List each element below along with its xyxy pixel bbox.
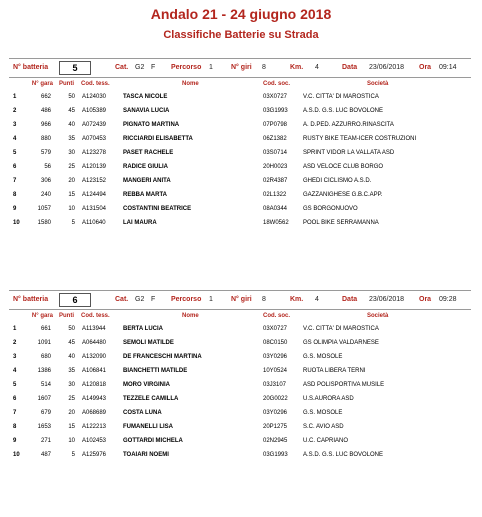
societa-cell: U.S.AURORA ASD <box>303 396 354 402</box>
col-punti: Punti <box>59 81 74 87</box>
position-cell: 2 <box>13 340 17 346</box>
percorso-label: Percorso <box>171 296 202 303</box>
position-cell: 2 <box>13 108 17 114</box>
tess-cell: A072439 <box>82 122 107 128</box>
ora-label: Ora <box>419 296 432 303</box>
km-label: Km. <box>290 296 304 303</box>
giri-label: N° giri <box>231 64 252 71</box>
tess-cell: A110640 <box>82 220 106 226</box>
gara-cell: 966 <box>40 122 51 128</box>
col-tess: Cod. tess. <box>81 313 110 319</box>
position-cell: 9 <box>13 206 17 212</box>
codsoc-cell: 20H0023 <box>263 164 288 170</box>
time-value: 09:28 <box>439 296 457 303</box>
tess-cell: A105389 <box>82 108 107 114</box>
codsoc-cell: 03G1993 <box>263 108 288 114</box>
table-row <box>9 203 471 217</box>
codsoc-cell: 03J3107 <box>263 382 287 388</box>
societa-cell: A.S.D. G.S. LUC BOVOLONE <box>303 108 384 114</box>
gara-cell: 486 <box>40 108 51 114</box>
codsoc-cell: 02N2945 <box>263 438 288 444</box>
cat-label: Cat. <box>115 296 129 303</box>
sex-value: F <box>151 64 156 71</box>
punti-cell: 15 <box>68 424 75 430</box>
gara-cell: 661 <box>40 326 51 332</box>
col-societa: Società <box>367 81 389 87</box>
societa-cell: ASD VELOCE CLUB BORGO <box>303 164 384 170</box>
codsoc-cell: 03X0727 <box>263 326 288 332</box>
position-cell: 5 <box>13 382 17 388</box>
societa-cell: SPRINT VIDOR LA VALLATA ASD <box>303 150 395 156</box>
tess-cell: A120818 <box>82 382 107 388</box>
cat-label: Cat. <box>115 64 129 71</box>
gara-cell: 680 <box>40 354 51 360</box>
name-cell: DE FRANCESCHI MARTINA <box>123 354 202 360</box>
societa-cell: A.S.D. G.S. LUC BOVOLONE <box>303 452 384 458</box>
name-cell: TEZZELE CAMILLA <box>123 396 179 402</box>
tess-cell: A070453 <box>82 136 107 142</box>
codsoc-cell: 03Y0296 <box>263 410 288 416</box>
table-row <box>9 133 471 147</box>
name-cell: RADICE GIULIA <box>123 164 168 170</box>
gara-cell: 514 <box>40 382 51 388</box>
name-cell: FUMANELLI LISA <box>123 424 173 430</box>
punti-cell: 35 <box>68 368 75 374</box>
societa-cell: V.C. CITTA' DI MAROSTICA <box>303 94 379 100</box>
punti-cell: 50 <box>68 94 75 100</box>
punti-cell: 5 <box>71 452 75 458</box>
km-label: Km. <box>290 64 304 71</box>
societa-cell: RUOTA LIBERA TERNI <box>303 368 366 374</box>
gara-cell: 880 <box>40 136 51 142</box>
tess-cell: A102453 <box>82 438 107 444</box>
batteria-label: N° batteria <box>13 64 49 71</box>
col-codsoc: Cod. soc. <box>263 313 291 319</box>
codsoc-cell: 18W0562 <box>263 220 289 226</box>
position-cell: 6 <box>13 396 17 402</box>
societa-cell: GS BORGONUOVO <box>303 206 358 212</box>
table-row <box>9 323 471 337</box>
tess-cell: A123278 <box>82 150 107 156</box>
punti-cell: 30 <box>68 382 75 388</box>
position-cell: 4 <box>13 136 17 142</box>
percorso-value: 1 <box>209 296 213 303</box>
name-cell: SANAVIA LUCIA <box>123 108 170 114</box>
column-header-row <box>9 310 471 323</box>
gara-cell: 579 <box>40 150 51 156</box>
time-value: 09:14 <box>439 64 457 71</box>
societa-cell: U.C. CAPRIANO <box>303 438 349 444</box>
societa-cell: GHEDI CICLISMO A.S.D. <box>303 178 372 184</box>
codsoc-cell: 03Y0296 <box>263 354 288 360</box>
col-societa: Società <box>367 313 389 319</box>
gara-cell: 306 <box>40 178 51 184</box>
col-nome: Nome <box>182 81 199 87</box>
societa-cell: POOL BIKE SERRAMANNA <box>303 220 379 226</box>
battery-section <box>9 58 471 231</box>
codsoc-cell: 06Z1382 <box>263 136 287 142</box>
codsoc-cell: 02R4387 <box>263 178 288 184</box>
societa-cell: G.S. MOSOLE <box>303 354 343 360</box>
gara-cell: 56 <box>44 164 51 170</box>
km-value: 4 <box>315 296 319 303</box>
punti-cell: 35 <box>68 136 75 142</box>
batteria-number: 6 <box>59 293 91 307</box>
table-row <box>9 435 471 449</box>
codsoc-cell: 10Y0524 <box>263 368 288 374</box>
table-row <box>9 175 471 189</box>
codsoc-cell: 08C0150 <box>263 340 288 346</box>
name-cell: GOTTARDI MICHELA <box>123 438 183 444</box>
tess-cell: A106841 <box>82 368 107 374</box>
table-row <box>9 147 471 161</box>
col-gara: N° gara <box>31 81 53 87</box>
name-cell: MORO VIRGINIA <box>123 382 171 388</box>
position-cell: 3 <box>13 122 17 128</box>
name-cell: BIANCHETTI MATILDE <box>123 368 188 374</box>
tess-cell: A124494 <box>82 192 107 198</box>
position-cell: 1 <box>13 94 17 100</box>
battery-section <box>9 290 471 463</box>
tess-cell: A149943 <box>82 396 107 402</box>
codsoc-cell: 08A0344 <box>263 206 288 212</box>
societa-cell: S.C. AVIO ASD <box>303 424 344 430</box>
table-row <box>9 421 471 435</box>
gara-cell: 1091 <box>37 340 51 346</box>
name-cell: TASCA NICOLE <box>123 94 168 100</box>
battery-header <box>9 290 471 310</box>
punti-cell: 5 <box>71 220 75 226</box>
name-cell: LAI MAURA <box>123 220 157 226</box>
date-value: 23/06/2018 <box>369 296 405 303</box>
data-label: Data <box>342 64 358 71</box>
percorso-label: Percorso <box>171 64 202 71</box>
punti-cell: 20 <box>68 178 75 184</box>
societa-cell: G.S. MOSOLE <box>303 410 343 416</box>
name-cell: REBBA MARTA <box>123 192 167 198</box>
societa-cell: V.C. CITTA' DI MAROSTICA <box>303 326 379 332</box>
col-codsoc: Cod. soc. <box>263 81 291 87</box>
batteria-number: 5 <box>59 61 91 75</box>
codsoc-cell: 20P1275 <box>263 424 288 430</box>
table-row <box>9 189 471 203</box>
table-row <box>9 351 471 365</box>
percorso-value: 1 <box>209 64 213 71</box>
table-row <box>9 337 471 351</box>
punti-cell: 20 <box>68 410 75 416</box>
societa-cell: ASD POLISPORTIVA MUSILE <box>303 382 385 388</box>
punti-cell: 45 <box>68 340 75 346</box>
position-cell: 4 <box>13 368 17 374</box>
data-label: Data <box>342 296 358 303</box>
tess-cell: A068689 <box>82 410 107 416</box>
gara-cell: 662 <box>40 94 51 100</box>
table-row <box>9 217 471 231</box>
position-cell: 8 <box>13 424 17 430</box>
tess-cell: A122213 <box>82 424 107 430</box>
giri-label: N° giri <box>231 296 252 303</box>
punti-cell: 30 <box>68 150 75 156</box>
codsoc-cell: 03X0727 <box>263 94 288 100</box>
punti-cell: 45 <box>68 108 75 114</box>
position-cell: 6 <box>13 164 17 170</box>
punti-cell: 25 <box>68 396 75 402</box>
table-row <box>9 105 471 119</box>
table-row <box>9 119 471 133</box>
tess-cell: A132090 <box>82 354 107 360</box>
name-cell: TOAIARI NOEMI <box>123 452 169 458</box>
codsoc-cell: 03S0714 <box>263 150 288 156</box>
gara-cell: 679 <box>40 410 51 416</box>
position-cell: 7 <box>13 178 17 184</box>
position-cell: 7 <box>13 410 17 416</box>
tess-cell: A124030 <box>82 94 107 100</box>
date-value: 23/06/2018 <box>369 64 405 71</box>
name-cell: PIGNATO MARTINA <box>123 122 180 128</box>
gara-cell: 271 <box>40 438 51 444</box>
giri-value: 8 <box>262 296 266 303</box>
table-row <box>9 161 471 175</box>
name-cell: COSTANTINI BEATRICE <box>123 206 192 212</box>
punti-cell: 40 <box>68 354 75 360</box>
codsoc-cell: 02L1322 <box>263 192 287 198</box>
cat-value: G2 <box>135 64 145 71</box>
position-cell: 5 <box>13 150 17 156</box>
name-cell: PASET RACHELE <box>123 150 174 156</box>
codsoc-cell: 07P0798 <box>263 122 288 128</box>
gara-cell: 1653 <box>37 424 51 430</box>
position-cell: 3 <box>13 354 17 360</box>
col-gara: N° gara <box>31 313 53 319</box>
tess-cell: A120139 <box>82 164 107 170</box>
position-cell: 10 <box>13 452 20 458</box>
punti-cell: 15 <box>68 192 75 198</box>
cat-value: G2 <box>135 296 145 303</box>
societa-cell: GAZZANIGHESE G.B.C.APP. <box>303 192 383 198</box>
table-row <box>9 407 471 421</box>
gara-cell: 1607 <box>37 396 51 402</box>
page-subtitle: Classifiche Batterie su Strada <box>163 29 319 41</box>
table-row <box>9 449 471 463</box>
gara-cell: 487 <box>40 452 51 458</box>
batteria-label: N° batteria <box>13 296 49 303</box>
sex-value: F <box>151 296 156 303</box>
tess-cell: A064480 <box>82 340 107 346</box>
codsoc-cell: 03G1993 <box>263 452 288 458</box>
name-cell: MANGERI ANITA <box>123 178 171 184</box>
table-row <box>9 379 471 393</box>
societa-cell: A. D.PED. AZZURRO.RINASCITA <box>303 122 394 128</box>
table-row <box>9 365 471 379</box>
gara-cell: 1057 <box>37 206 51 212</box>
name-cell: BERTA LUCIA <box>123 326 163 332</box>
name-cell: SEMOLI MATILDE <box>123 340 174 346</box>
position-cell: 10 <box>13 220 20 226</box>
societa-cell: RUSTY BIKE TEAM-ICER COSTRUZIONI <box>303 136 417 142</box>
table-row <box>9 393 471 407</box>
ora-label: Ora <box>419 64 432 71</box>
tess-cell: A131504 <box>82 206 107 212</box>
gara-cell: 1386 <box>37 368 51 374</box>
position-cell: 1 <box>13 326 17 332</box>
codsoc-cell: 20G0022 <box>263 396 288 402</box>
km-value: 4 <box>315 64 319 71</box>
col-punti: Punti <box>59 313 74 319</box>
punti-cell: 25 <box>68 164 75 170</box>
gara-cell: 240 <box>40 192 51 198</box>
punti-cell: 10 <box>68 206 75 212</box>
table-row <box>9 91 471 105</box>
punti-cell: 50 <box>68 326 75 332</box>
gara-cell: 1580 <box>37 220 51 226</box>
position-cell: 8 <box>13 192 17 198</box>
col-tess: Cod. tess. <box>81 81 110 87</box>
battery-header <box>9 58 471 78</box>
name-cell: RICCIARDI ELISABETTA <box>123 136 193 142</box>
page-title: Andalo 21 - 24 giugno 2018 <box>150 6 332 22</box>
name-cell: COSTA LUNA <box>123 410 162 416</box>
tess-cell: A125976 <box>82 452 107 458</box>
giri-value: 8 <box>262 64 266 71</box>
tess-cell: A123152 <box>82 178 107 184</box>
punti-cell: 10 <box>68 438 75 444</box>
position-cell: 9 <box>13 438 17 444</box>
column-header-row <box>9 78 471 91</box>
tess-cell: A113944 <box>82 326 106 332</box>
societa-cell: GS OLIMPIA VALDARNESE <box>303 340 379 346</box>
punti-cell: 40 <box>68 122 75 128</box>
col-nome: Nome <box>182 313 199 319</box>
